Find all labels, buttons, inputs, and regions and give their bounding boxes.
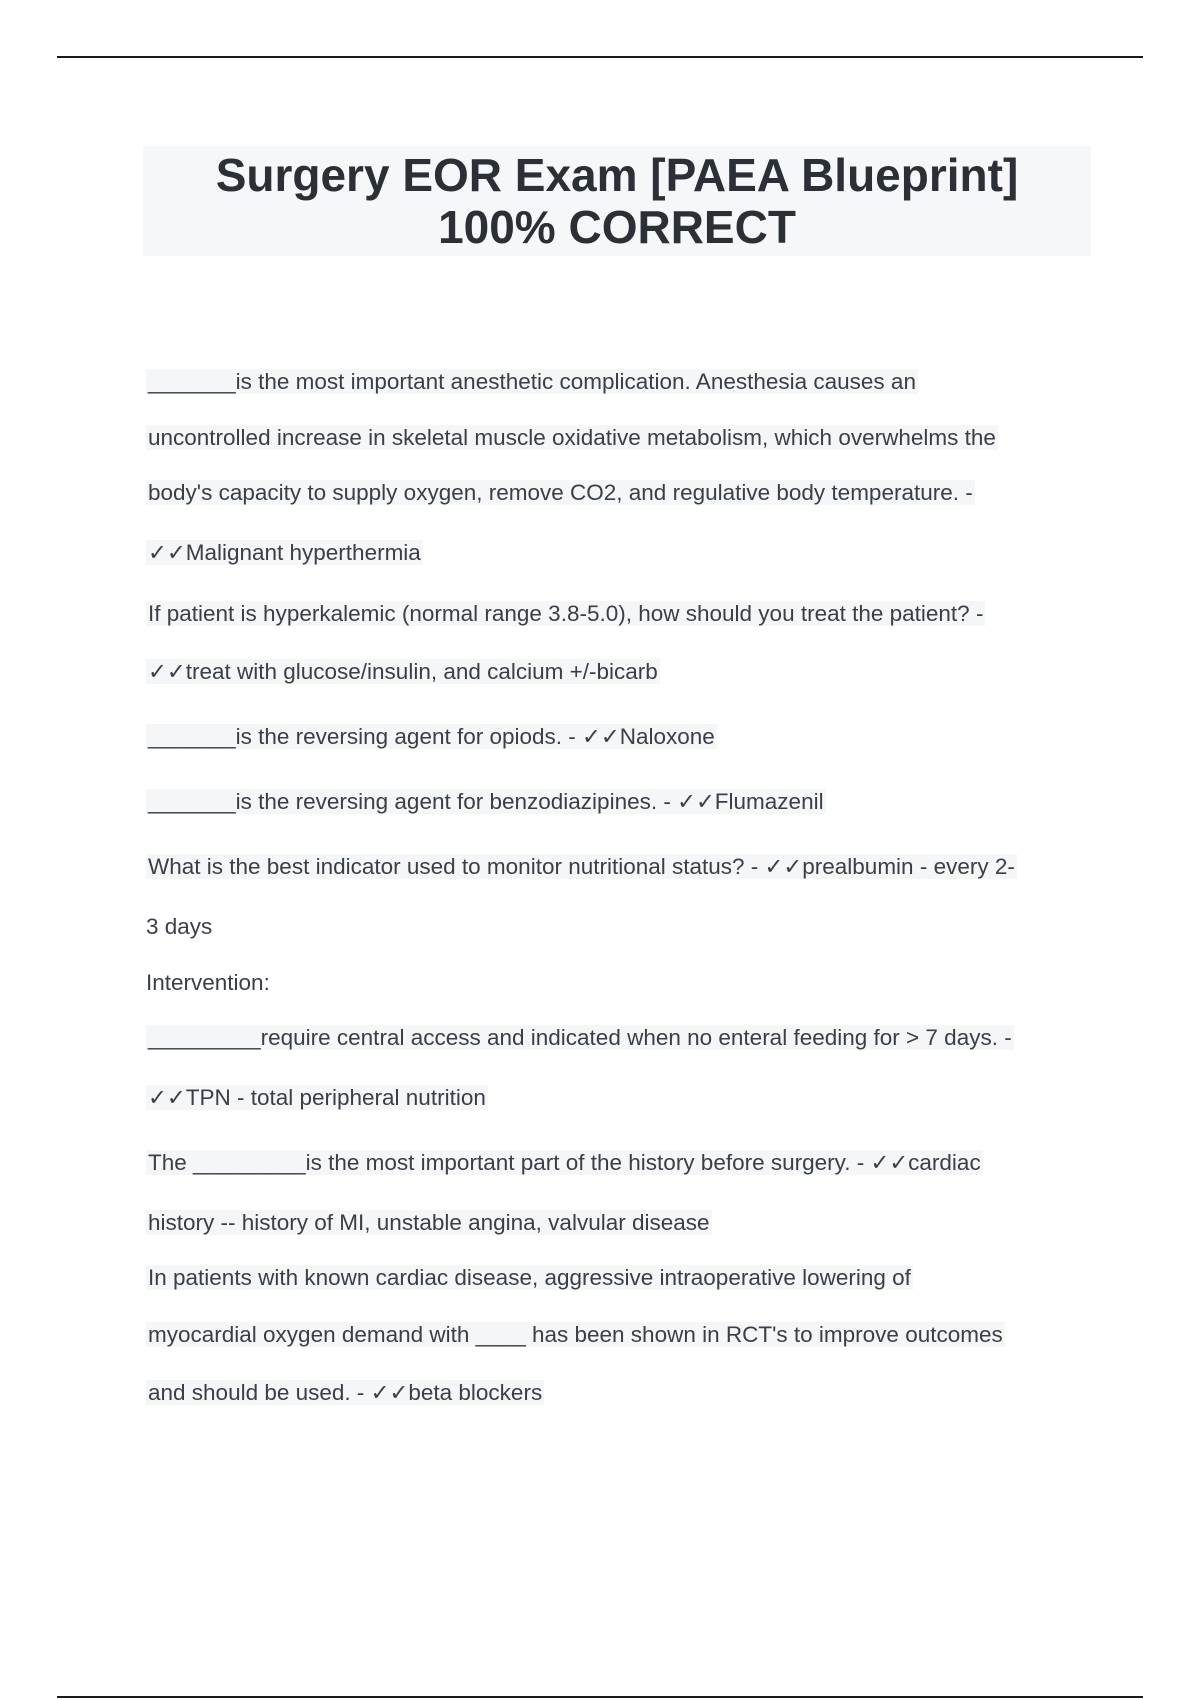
body-line: If patient is hyperkalemic (normal range 3.8-5.0), how should you treat the patient? - [148,601,984,626]
body-line: The _________is the most important part of the history before surgery. - ✓✓cardiac [148,1150,981,1175]
body-line: ✓✓Malignant hyperthermia [148,540,421,565]
body-line: history -- history of MI, unstable angina, valvular disease [148,1210,710,1235]
body-line: myocardial oxygen demand with ____ has been shown in RCT's to improve outcomes [148,1322,1003,1347]
body-line: _________require central access and indicated when no enteral feeding for > 7 days. - [148,1025,1012,1050]
body-line: ✓✓treat with glucose/insulin, and calcium +/-bicarb [148,659,658,684]
body-line: and should be used. - ✓✓beta blockers [148,1380,543,1405]
body-line: What is the best indicator used to monitor nutritional status? - ✓✓prealbumin - every 2- [148,854,1015,879]
title-banner [143,146,1091,256]
bottom-rule [57,1696,1143,1698]
body-line: _______is the most important anesthetic complication. Anesthesia causes an [148,369,916,394]
document-title-line-1: Surgery EOR Exam [PAEA Blueprint] [215,149,1019,201]
body-line: _______is the reversing agent for benzodiazipines. - ✓✓Flumazenil [148,789,824,814]
body-line: 3 days [146,914,213,939]
body-line: _______is the reversing agent for opiods. - ✓✓Naloxone [148,724,715,749]
body-line: Intervention: [146,970,270,995]
body-line: uncontrolled increase in skeletal muscle oxidative metabolism, which overwhelms the [148,425,996,450]
body-line: ✓✓TPN - total peripheral nutrition [148,1085,486,1110]
body-line: body's capacity to supply oxygen, remove CO2, and regulative body temperature. - [148,480,973,505]
document-title-line-2: 100% CORRECT [438,201,796,253]
body-line: In patients with known cardiac disease, aggressive intraoperative lowering of [148,1265,911,1290]
top-rule [57,56,1143,58]
